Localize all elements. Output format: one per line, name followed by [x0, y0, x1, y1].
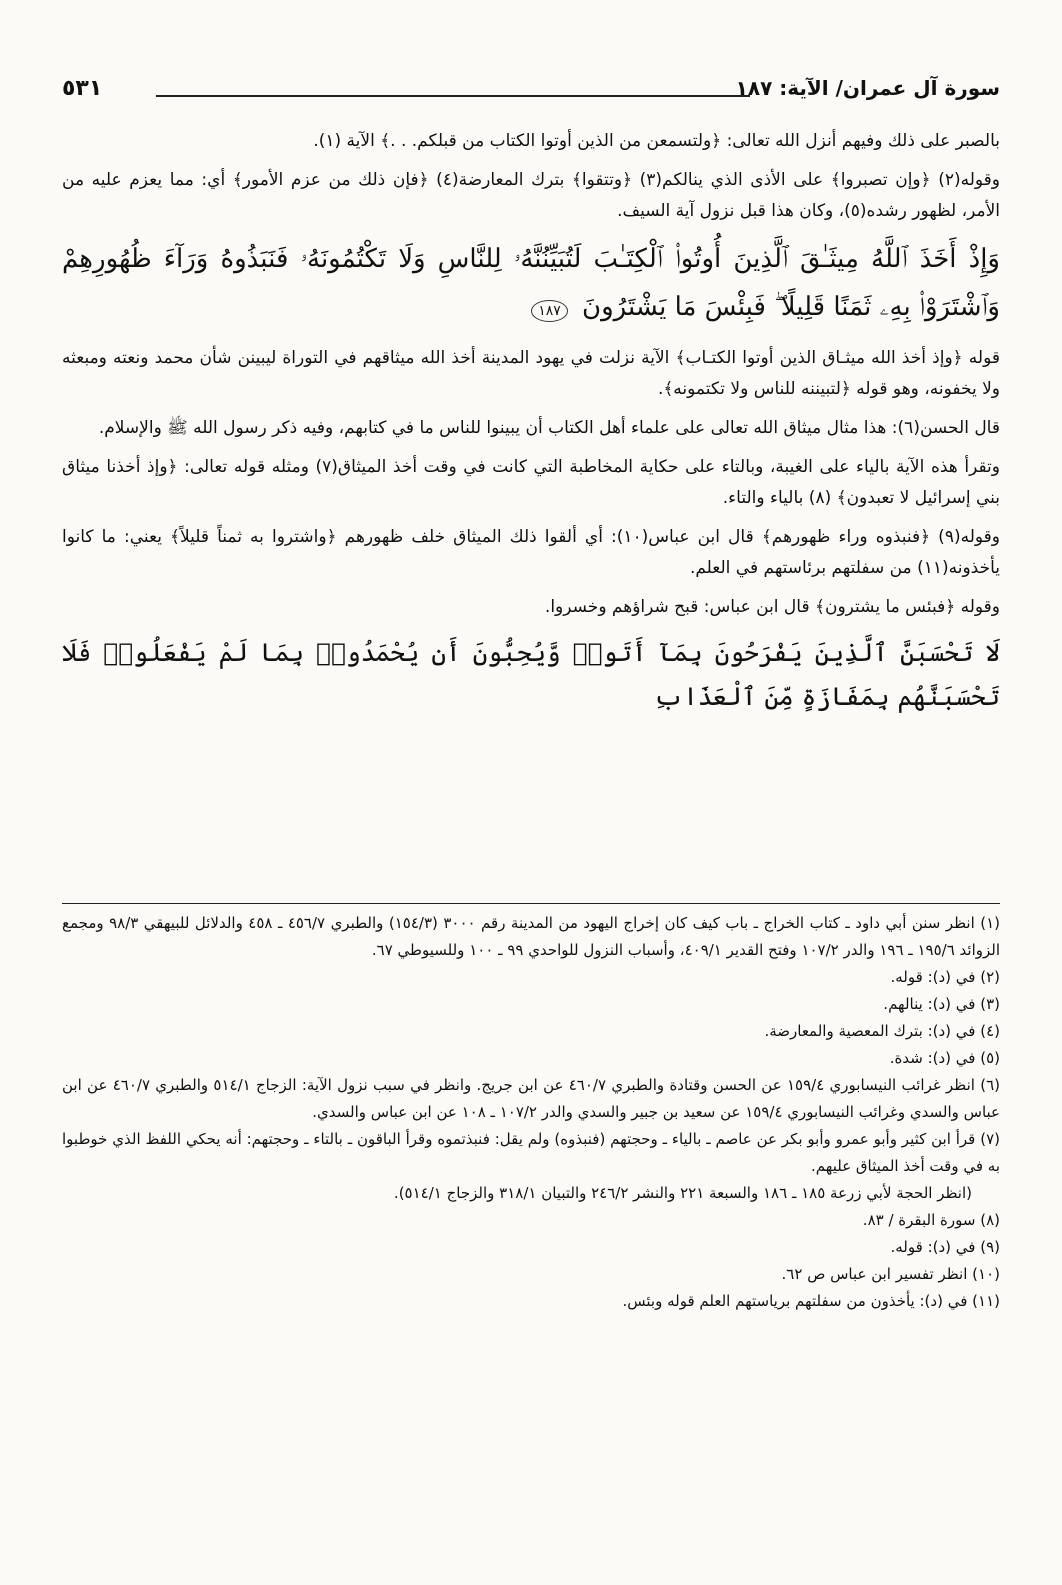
footnote-1: (١) انظر سنن أبي داود ـ كتاب الخراج ـ باب كيف كان إخراج اليهود من المدينة رقم ٣٠٠٠ (١٥٤/٣) والطبري ٤٥٦/٧ ـ ٤٥٨ والدلائل للبيهقي ٩٨/٣ ومجمع الزوائد ١٩٥/٦ ـ ١٩٦ والدر ١٠٧/٢ وفتح القدير ٤٠٩/١، وأسباب النزول للواحدي ٩٩ ـ ١٠٠ وللسيوطي ٦٧.: [62, 914, 1000, 959]
header-rule: [156, 95, 750, 97]
footnote-7-reference: (انظر الحجة لأبي زرعة ١٨٥ ـ ١٨٦ والسبعة ٢٢١ والنشر ٢٤٦/٢ والتبيان ٣١٨/١ والزجاج ٥١٤/١).: [393, 1184, 972, 1202]
paragraph-7: وقوله ﴿فبئس ما يشترون﴾ قال ابن عباس: قبح شراؤهم وخسروا.: [544, 597, 1000, 617]
main-text: [62, 126, 1000, 719]
paragraph-4: قال الحسن(٦): هذا مثال ميثاق الله تعالى على علماء أهل الكتاب أن يبينوا للناس ما في كتابهم، وفيه ذكر رسول الله ﷺ والإسلام.: [98, 418, 1000, 438]
page-number: ٥٣١: [62, 76, 103, 101]
footnote-5: (٥) في (د): شدة.: [889, 1049, 1000, 1067]
running-header: [62, 74, 1000, 108]
footnote-4: (٤) في (د): بترك المعصية والمعارضة.: [764, 1022, 1000, 1040]
footnote-11: (١١) في (د): يأخذون من سفلتهم برياستهم العلم قوله وبئس.: [622, 1292, 1000, 1310]
footnote-2: (٢) في (د): قوله.: [890, 968, 1000, 986]
surah-verse-title: سورة آل عمران/ الآية: ١٨٧: [735, 76, 1000, 100]
footnote-rule: [62, 903, 1000, 904]
paragraph-5: وتقرأ هذه الآية بالياء على الغيبة، وبالتاء على حكاية المخاطبة التي كانت في وقت أخذ الميثاق(٧) ومثله قوله تعالى: ﴿وإذ أخذنا ميثاق بني إسرائيل لا تعبدون﴾ (٨) بالياء والتاء.: [62, 457, 1000, 508]
verse-187-text: وَإِذْ أَخَذَ ٱللَّهُ مِيثَـٰقَ ٱلَّذِينَ أُوتُوا۟ ٱلْكِتَـٰبَ لَتُبَيِّنُنَّهُۥ لِلنَّاسِ وَلَا تَكْتُمُونَهُۥ فَنَبَذُوهُ وَرَآءَ ظُهُورِهِمْ وَٱشْتَرَوْا۟ بِهِۦ ثَمَنًا قَلِيلًا ۖ فَبِئْسَ مَا يَشْتَرُونَ: [62, 244, 1000, 322]
paragraph-1: بالصبر على ذلك وفيهم أنزل الله تعالى: ﴿ولتسمعن من الذين أوتوا الكتاب من قبلكم. . .﴾ الآية (١).: [313, 131, 1000, 151]
quran-verse-187: [62, 235, 1000, 331]
footnote-6: (٦) انظر غرائب النيسابوري ١٥٩/٤ عن الحسن وقتادة والطبري ٤٦٠/٧ عن ابن جريج. وانظر في سبب نزول الآية: الزجاج ٥١٤/١ والطبري ٤٦٠/٧ عن ابن عباس والسدي وغرائب النيسابوري ١٥٩/٤ عن سعيد بن جبير والسدي والدر ١٠٧/٢ ـ ١٠٨ عن ابن عباس والسدي.: [62, 1076, 1000, 1121]
paragraph-3: قوله ﴿وإذ أخذ الله ميثـاق الذين أوتوا الكتـاب﴾ الآية نزلت في يهود المدينة أخذ الله ميثاقهم في التوراة ليبينن شأن محمد ونعته ومبعثه ولا يخفونه، وهو قوله ﴿لتبيننه للناس ولا تكتمونه﴾.: [62, 348, 1000, 399]
paragraph-6: وقوله(٩) ﴿فنبذوه وراء ظهورهم﴾ قال ابن عباس(١٠): أي ألقوا ذلك الميثاق خلف ظهورهم ﴿واشتروا به ثمناً قليلاً﴾ يعني: ما كانوا يأخذونه(١١) من سفلتهم برئاستهم في العلم.: [62, 527, 1000, 578]
footnote-10: (١٠) انظر تفسير ابن عباس ص ٦٢.: [781, 1265, 1000, 1283]
footnote-9: (٩) في (د): قوله.: [890, 1238, 1000, 1256]
footnote-3: (٣) في (د): ينالهم.: [883, 995, 1000, 1013]
paragraph-2: وقوله(٢) ﴿وإن تصبروا﴾ على الأذى الذي ينالكم(٣) ﴿وتتقوا﴾ بترك المعارضة(٤) ﴿فإن ذلك من عزم الأمور﴾ أي: مما يعزم عليه من الأمر، لظهور رشده(٥)، وكان هذا قبل نزول آية السيف.: [62, 170, 1001, 221]
quran-verse-188-start: لَا تَحْسَبَنَّ ٱلَّذِينَ يَفْرَحُونَ بِمَآ أَتَوا۟ وَّيُحِبُّونَ أَن يُحْمَدُوا۟ بِمَا لَمْ يَفْعَلُوا۟ فَلَا تَحْسَبَنَّهُم بِمَفَازَةٍ مِّنَ ٱلْعَذَابِ: [62, 638, 1000, 711]
footnotes-section: [62, 903, 1000, 1315]
footnote-8: (٨) سورة البقرة / ٨٣.: [862, 1211, 1000, 1229]
footnote-7: (٧) قرأ ابن كثير وأبو عمرو وأبو بكر عن عاصم ـ بالياء ـ وحجتهم (فنبذوه) ولم يقل: فنبذتموه وقرأ الباقون ـ بالتاء ـ وحجتهم: أنه يحكي اللفظ الذي خوطبوا به في وقت أخذ الميثاق عليهم.: [62, 1130, 1000, 1175]
ayah-number-marker: ١٨٧: [531, 300, 568, 322]
